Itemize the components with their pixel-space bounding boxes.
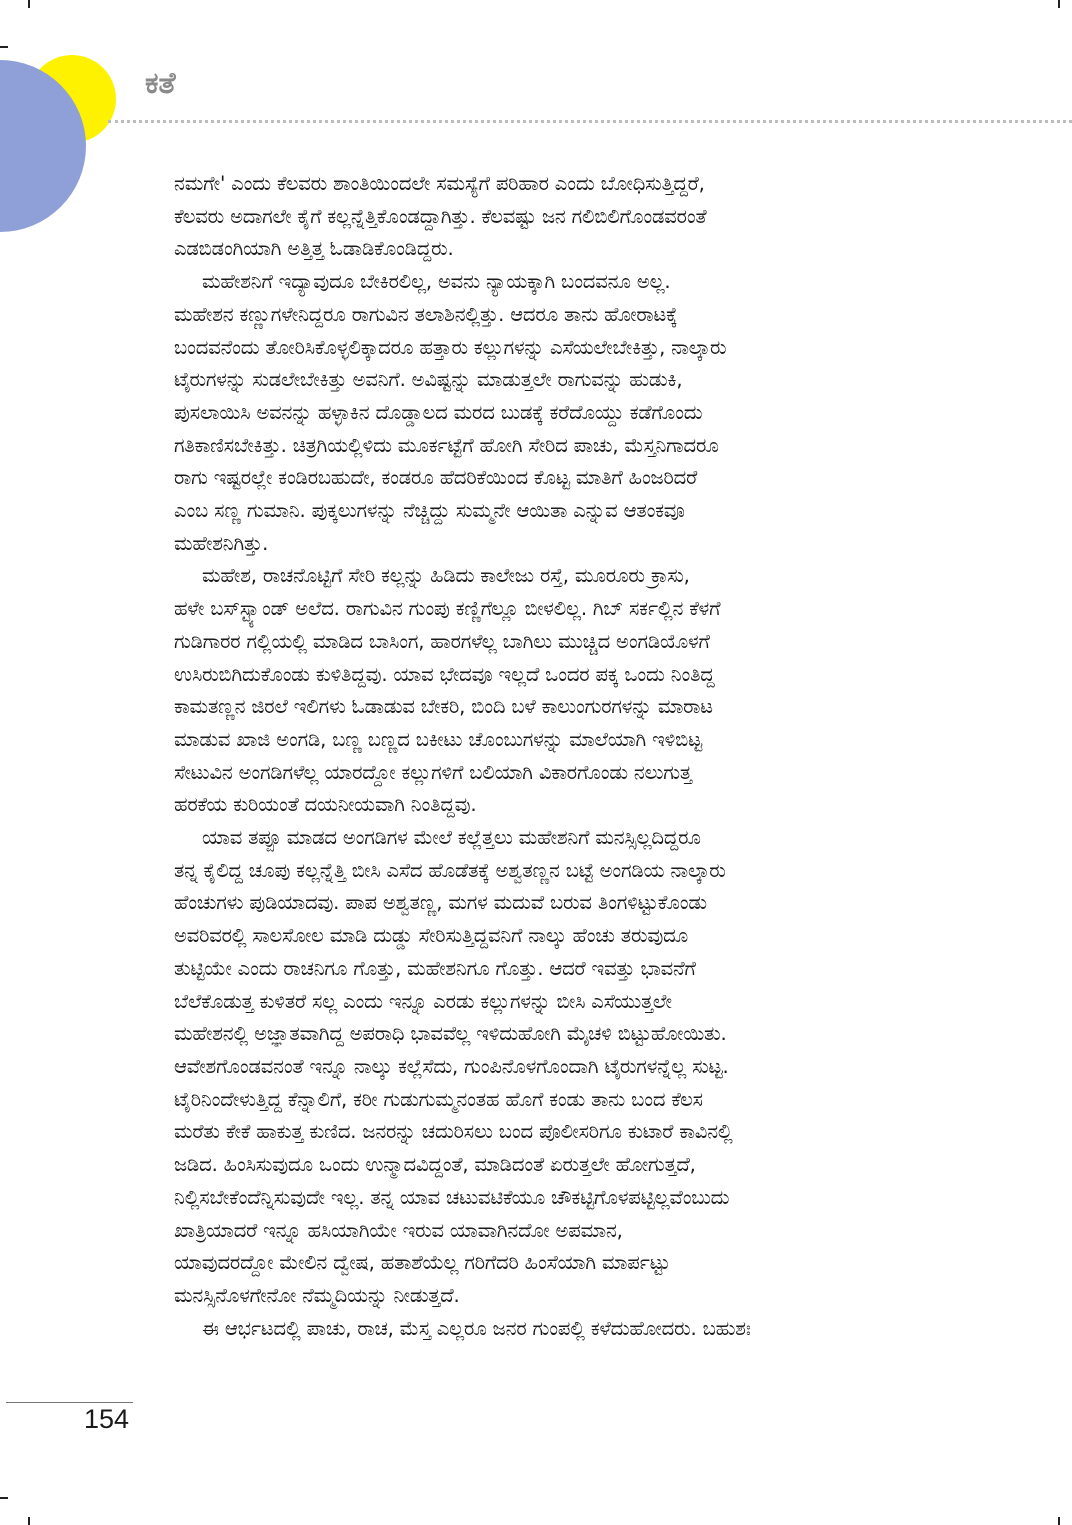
body-text-line: ಎಡಬಿಡಂಗಿಯಾಗಿ ಅತ್ತಿತ್ತ ಓಡಾಡಿಕೊಂಡಿದ್ದರು. bbox=[174, 237, 454, 261]
body-text-line: ನಮಗೇ' ಎಂದು ಕೆಲವರು ಶಾಂತಿಯಿಂದಲೇ ಸಮಸ್ಯೆಗೆ ಪರಿಹಾರ ಎಂದು ಬೋಧಿಸುತ್ತಿದ್ದರೆ, bbox=[174, 172, 705, 195]
crop-mark bbox=[28, 1517, 30, 1525]
crop-mark bbox=[1058, 0, 1060, 8]
body-text-line: ನಿಲ್ಲಿಸಬೇಕೆಂದೆನ್ನಿಸುವುದೇ ಇಲ್ಲ. ತನ್ನ ಯಾವ ಚಟುವಟಿಕೆಯೂ ಚೌಕಟ್ಟಿಗೊಳಪಟ್ಟಿಲ್ಲವೆಂಬುದು bbox=[174, 1185, 730, 1209]
header-dotted-rule bbox=[108, 120, 1072, 123]
body-text-line: ಬೆಲೆಕೊಡುತ್ತ ಕುಳಿತರೆ ಸಲ್ಲ ಎಂದು ಇನ್ನೂ ಎರಡು ಕಲ್ಲುಗಳನ್ನು ಬೀಸಿ ಎಸೆಯುತ್ತಲೇ bbox=[174, 989, 672, 1013]
body-text-line: ಕೆಲವರು ಅದಾಗಲೇ ಕೈಗೆ ಕಲ್ಲನ್ನೆತ್ತಿಕೊಂಡದ್ದಾಗಿತ್ತು. ಕೆಲವಷ್ಟು ಜನ ಗಲಿಬಿಲಿಗೊಂಡವರಂತೆ bbox=[174, 204, 707, 228]
body-text-line: ಜಡಿದ. ಹಿಂಸಿಸುವುದೂ ಒಂದು ಉನ್ಮಾದವಿದ್ದಂತೆ, ಮಾಡಿದಂತೆ ಏರುತ್ತಲೇ ಹೋಗುತ್ತದೆ, bbox=[174, 1153, 696, 1177]
body-text-line: ಮಹೇಶನಿಗೆ ಇದ್ಯಾವುದೂ ಬೇಕಿರಲಿಲ್ಲ, ಅವನು ನ್ಯಾಯಕ್ಕಾಗಿ ಬಂದವನೂ ಅಲ್ಲ. bbox=[202, 270, 671, 294]
crop-mark bbox=[28, 0, 30, 8]
body-text-line: ಆವೇಶಗೊಂಡವನಂತೆ ಇನ್ನೂ ನಾಲ್ಕು ಕಲ್ಲೆಸೆದು, ಗುಂಪಿನೊಳಗೊಂದಾಗಿ ಟೈರುಗಳನ್ನೆಲ್ಲ ಸುಟ್ಟ. bbox=[174, 1054, 729, 1078]
crop-mark bbox=[0, 46, 8, 48]
body-text-line: ಉಸಿರುಬಿಗಿದುಕೊಂಡು ಕುಳಿತಿದ್ದವು. ಯಾವ ಭೇದವೂ ಇಲ್ಲದೆ ಒಂದರ ಪಕ್ಕ ಒಂದು ನಿಂತಿದ್ದ bbox=[174, 662, 715, 686]
body-text-line: ಮನಸ್ಸಿನೊಳಗೇನೋ ನೆಮ್ಮದಿಯನ್ನು ನೀಡುತ್ತದೆ. bbox=[174, 1283, 460, 1307]
body-text-line: ಕಾಮತಣ್ಣನ ಜಿರಲೆ ಇಲಿಗಳು ಓಡಾಡುವ ಬೇಕರಿ, ಬಿಂದಿ ಬಳೆ ಕಾಲುಂಗುರಗಳನ್ನು ಮಾರಾಟ bbox=[174, 695, 713, 719]
body-text-line: ಯಾವುದರದ್ದೋ ಮೇಲಿನ ದ್ವೇಷ, ಹತಾಶೆಯೆಲ್ಲ ಗರಿಗೆದರಿ ಹಿಂಸೆಯಾಗಿ ಮಾರ್ಪಟ್ಟು bbox=[174, 1251, 670, 1275]
body-text-line: ಯಾವ ತಪ್ಪೂ ಮಾಡದ ಅಂಗಡಿಗಳ ಮೇಲೆ ಕಲ್ಲೆತ್ತಲು ಮಹೇಶನಿಗೆ ಮನಸ್ಸಿಲ್ಲದಿದ್ದರೂ bbox=[202, 826, 701, 850]
body-text-line: ಬಂದವನೆಂದು ತೋರಿಸಿಕೊಳ್ಳಲಿಕ್ಕಾದರೂ ಹತ್ತಾರು ಕಲ್ಲುಗಳನ್ನು ಎಸೆಯಲೇಬೇಕಿತ್ತು, ನಾಲ್ಕಾರು bbox=[174, 335, 727, 359]
body-text-line: ಅವರಿವರಲ್ಲಿ ಸಾಲಸೋಲ ಮಾಡಿ ದುಡ್ಡು ಸೇರಿಸುತ್ತಿದ್ದವನಿಗೆ ನಾಲ್ಕು ಹೆಂಚು ತರುವುದೂ bbox=[174, 924, 689, 948]
body-text-line: ಮಹೇಶನಲ್ಲಿ ಅಜ್ಞಾತವಾಗಿದ್ದ ಅಪರಾಧಿ ಭಾವವೆಲ್ಲ ಇಳಿದುಹೋಗಿ ಮೈಚಳಿ ಬಿಟ್ಟುಹೋಯಿತು. bbox=[174, 1022, 727, 1046]
crop-mark bbox=[0, 1497, 8, 1499]
body-text-line: ಗುಡಿಗಾರರ ಗಲ್ಲಿಯಲ್ಲಿ ಮಾಡಿದ ಬಾಸಿಂಗ, ಹಾರಗಳೆಲ್ಲ ಬಾಗಿಲು ಮುಚ್ಚಿದ ಅಂಗಡಿಯೊಳಗೆ bbox=[174, 629, 710, 653]
crop-mark bbox=[1058, 1517, 1060, 1525]
body-text-line: ಮಹೇಶನಿಗಿತ್ತು. bbox=[174, 531, 269, 555]
body-text-line: ಟೈರಿನಿಂದೇಳುತ್ತಿದ್ದ ಕೆನ್ನಾಲಿಗೆ, ಕರೀ ಗುಡುಗುಮ್ಮನಂತಹ ಹೊಗೆ ಕಂಡು ತಾನು ಬಂದ ಕೆಲಸ bbox=[174, 1087, 703, 1111]
body-text-line: ತನ್ನ ಕೈಲಿದ್ದ ಚೂಪು ಕಲ್ಲನ್ನೆತ್ತಿ ಬೀಸಿ ಎಸೆದ ಹೊಡೆತಕ್ಕೆ ಅಶ್ವತಣ್ಣನ ಬಟ್ಟೆ ಅಂಗಡಿಯ ನಾಲ್ಕಾರು bbox=[174, 858, 726, 882]
body-text-line: ಟೈರುಗಳನ್ನು ಸುಡಲೇಬೇಕಿತ್ತು ಅವನಿಗೆ. ಅವಿಷ್ಟನ್ನು ಮಾಡುತ್ತಲೇ ರಾಗುವನ್ನು ಹುಡುಕಿ, bbox=[174, 368, 683, 392]
body-text-line: ಮಹೇಶನ ಕಣ್ಣುಗಳೇನಿದ್ದರೂ ರಾಗುವಿನ ತಲಾಶಿನಲ್ಲಿತ್ತು. ಆದರೂ ತಾನು ಹೋರಾಟಕ್ಕೆ bbox=[174, 302, 678, 326]
body-text-line: ತುಟ್ಟಿಯೇ ಎಂದು ರಾಚನಿಗೂ ಗೊತ್ತು, ಮಹೇಶನಿಗೂ ಗೊತ್ತು. ಆದರೆ ಇವತ್ತು ಭಾವನೆಗೆ bbox=[174, 956, 696, 980]
page-number: 154 bbox=[84, 1404, 130, 1434]
body-text-line: ಖಾತ್ರಿಯಾದರೆ ಇನ್ನೂ ಹಸಿಯಾಗಿಯೇ ಇರುವ ಯಾವಾಗಿನದೋ ಅಪಮಾನ, bbox=[174, 1218, 623, 1242]
body-text-line: ರಾಗು ಇಷ್ಟರಲ್ಲೇ ಕಂಡಿರಬಹುದೇ, ಕಂಡರೂ ಹೆದರಿಕೆಯಿಂದ ಕೊಟ್ಟ ಮಾತಿಗೆ ಹಿಂಜರಿದರೆ bbox=[174, 466, 698, 490]
body-text-line: ಸೇಟುವಿನ ಅಂಗಡಿಗಳೆಲ್ಲ ಯಾರದ್ದೋ ಕಲ್ಲುಗಳಿಗೆ ಬಲಿಯಾಗಿ ವಿಕಾರಗೊಂಡು ನಲುಗುತ್ತ bbox=[174, 760, 692, 784]
body-text-line: ಹರಕೆಯ ಕುರಿಯಂತೆ ದಯನೀಯವಾಗಿ ನಿಂತಿದ್ದವು. bbox=[174, 793, 477, 817]
body-text-line: ಪುಸಲಾಯಿಸಿ ಅವನನ್ನು ಹಳ್ಳಾಕಿನ ದೊಡ್ಡಾಲದ ಮರದ ಬುಡಕ್ಕೆ ಕರೆದೊಯ್ದು ಕಡೆಗೊಂದು bbox=[174, 400, 703, 424]
body-text-line: ಗತಿಕಾಣಿಸಬೇಕಿತ್ತು. ಚಿತ್ರಗಿಯಲ್ಲಿಳಿದು ಮೂರ್ಕಟ್ಟೆಗೆ ಹೋಗಿ ಸೇರಿದ ಪಾಚು, ಮೆಸ್ತನಿಗಾದರೂ bbox=[174, 433, 719, 457]
body-text-line: ಎಂಬ ಸಣ್ಣ ಗುಮಾನಿ. ಪುಕ್ಕಲುಗಳನ್ನು ನೆಚ್ಚಿದ್ದು ಸುಮ್ಮನೇ ಆಯಿತಾ ಎನ್ನುವ ಆತಂಕವೂ bbox=[174, 499, 685, 523]
body-text-line: ಹಳೇ ಬಸ್‌ಸ್ಟ್ಯಾಂಡ್ ಅಲೆದ. ರಾಗುವಿನ ಗುಂಪು ಕಣ್ಣಿಗೆಲ್ಲೂ ಬೀಳಲಿಲ್ಲ. ಗಿಬ್ ಸರ್ಕಲ್ಲಿನ ಕೆಳಗೆ bbox=[174, 597, 721, 621]
footer-rule bbox=[6, 1402, 133, 1403]
body-text-line: ಮರೆತು ಕೇಕೆ ಹಾಕುತ್ತ ಕುಣಿದ. ಜನರನ್ನು ಚದುರಿಸಲು ಬಂದ ಪೊಲೀಸರಿಗೂ ಕುಟಾರೆ ಕಾವಿನಲ್ಲಿ bbox=[174, 1120, 733, 1144]
body-text-line: ಹೆಂಚುಗಳು ಪುಡಿಯಾದವು. ಪಾಪ ಅಶ್ವತಣ್ಣ, ಮಗಳ ಮದುವೆ ಬರುವ ತಿಂಗಳಿಟ್ಟುಕೊಂಡು bbox=[174, 891, 707, 915]
story-body bbox=[174, 168, 949, 1345]
section-title: ಕತೆ bbox=[145, 66, 176, 101]
body-text-line: ಮಾಡುವ ಖಾಜಿ ಅಂಗಡಿ, ಬಣ್ಣ ಬಣ್ಣದ ಬಕೀಟು ಚೊಂಬುಗಳನ್ನು ಮಾಲೆಯಾಗಿ ಇಳಿಬಿಟ್ಟ bbox=[174, 727, 703, 751]
body-text-line: ಮಹೇಶ, ರಾಚನೊಟ್ಟಿಗೆ ಸೇರಿ ಕಲ್ಲನ್ನು ಹಿಡಿದು ಕಾಲೇಜು ರಸ್ತೆ, ಮೂರೂರು ಕ್ರಾಸು, bbox=[202, 564, 690, 588]
body-text-line: ಈ ಆರ್ಭಟದಲ್ಲಿ ಪಾಚು, ರಾಚ, ಮೆಸ್ತ ಎಲ್ಲರೂ ಜನರ ಗುಂಪಲ್ಲಿ ಕಳೆದುಹೋದರು. ಬಹುಶಃ bbox=[202, 1316, 751, 1340]
